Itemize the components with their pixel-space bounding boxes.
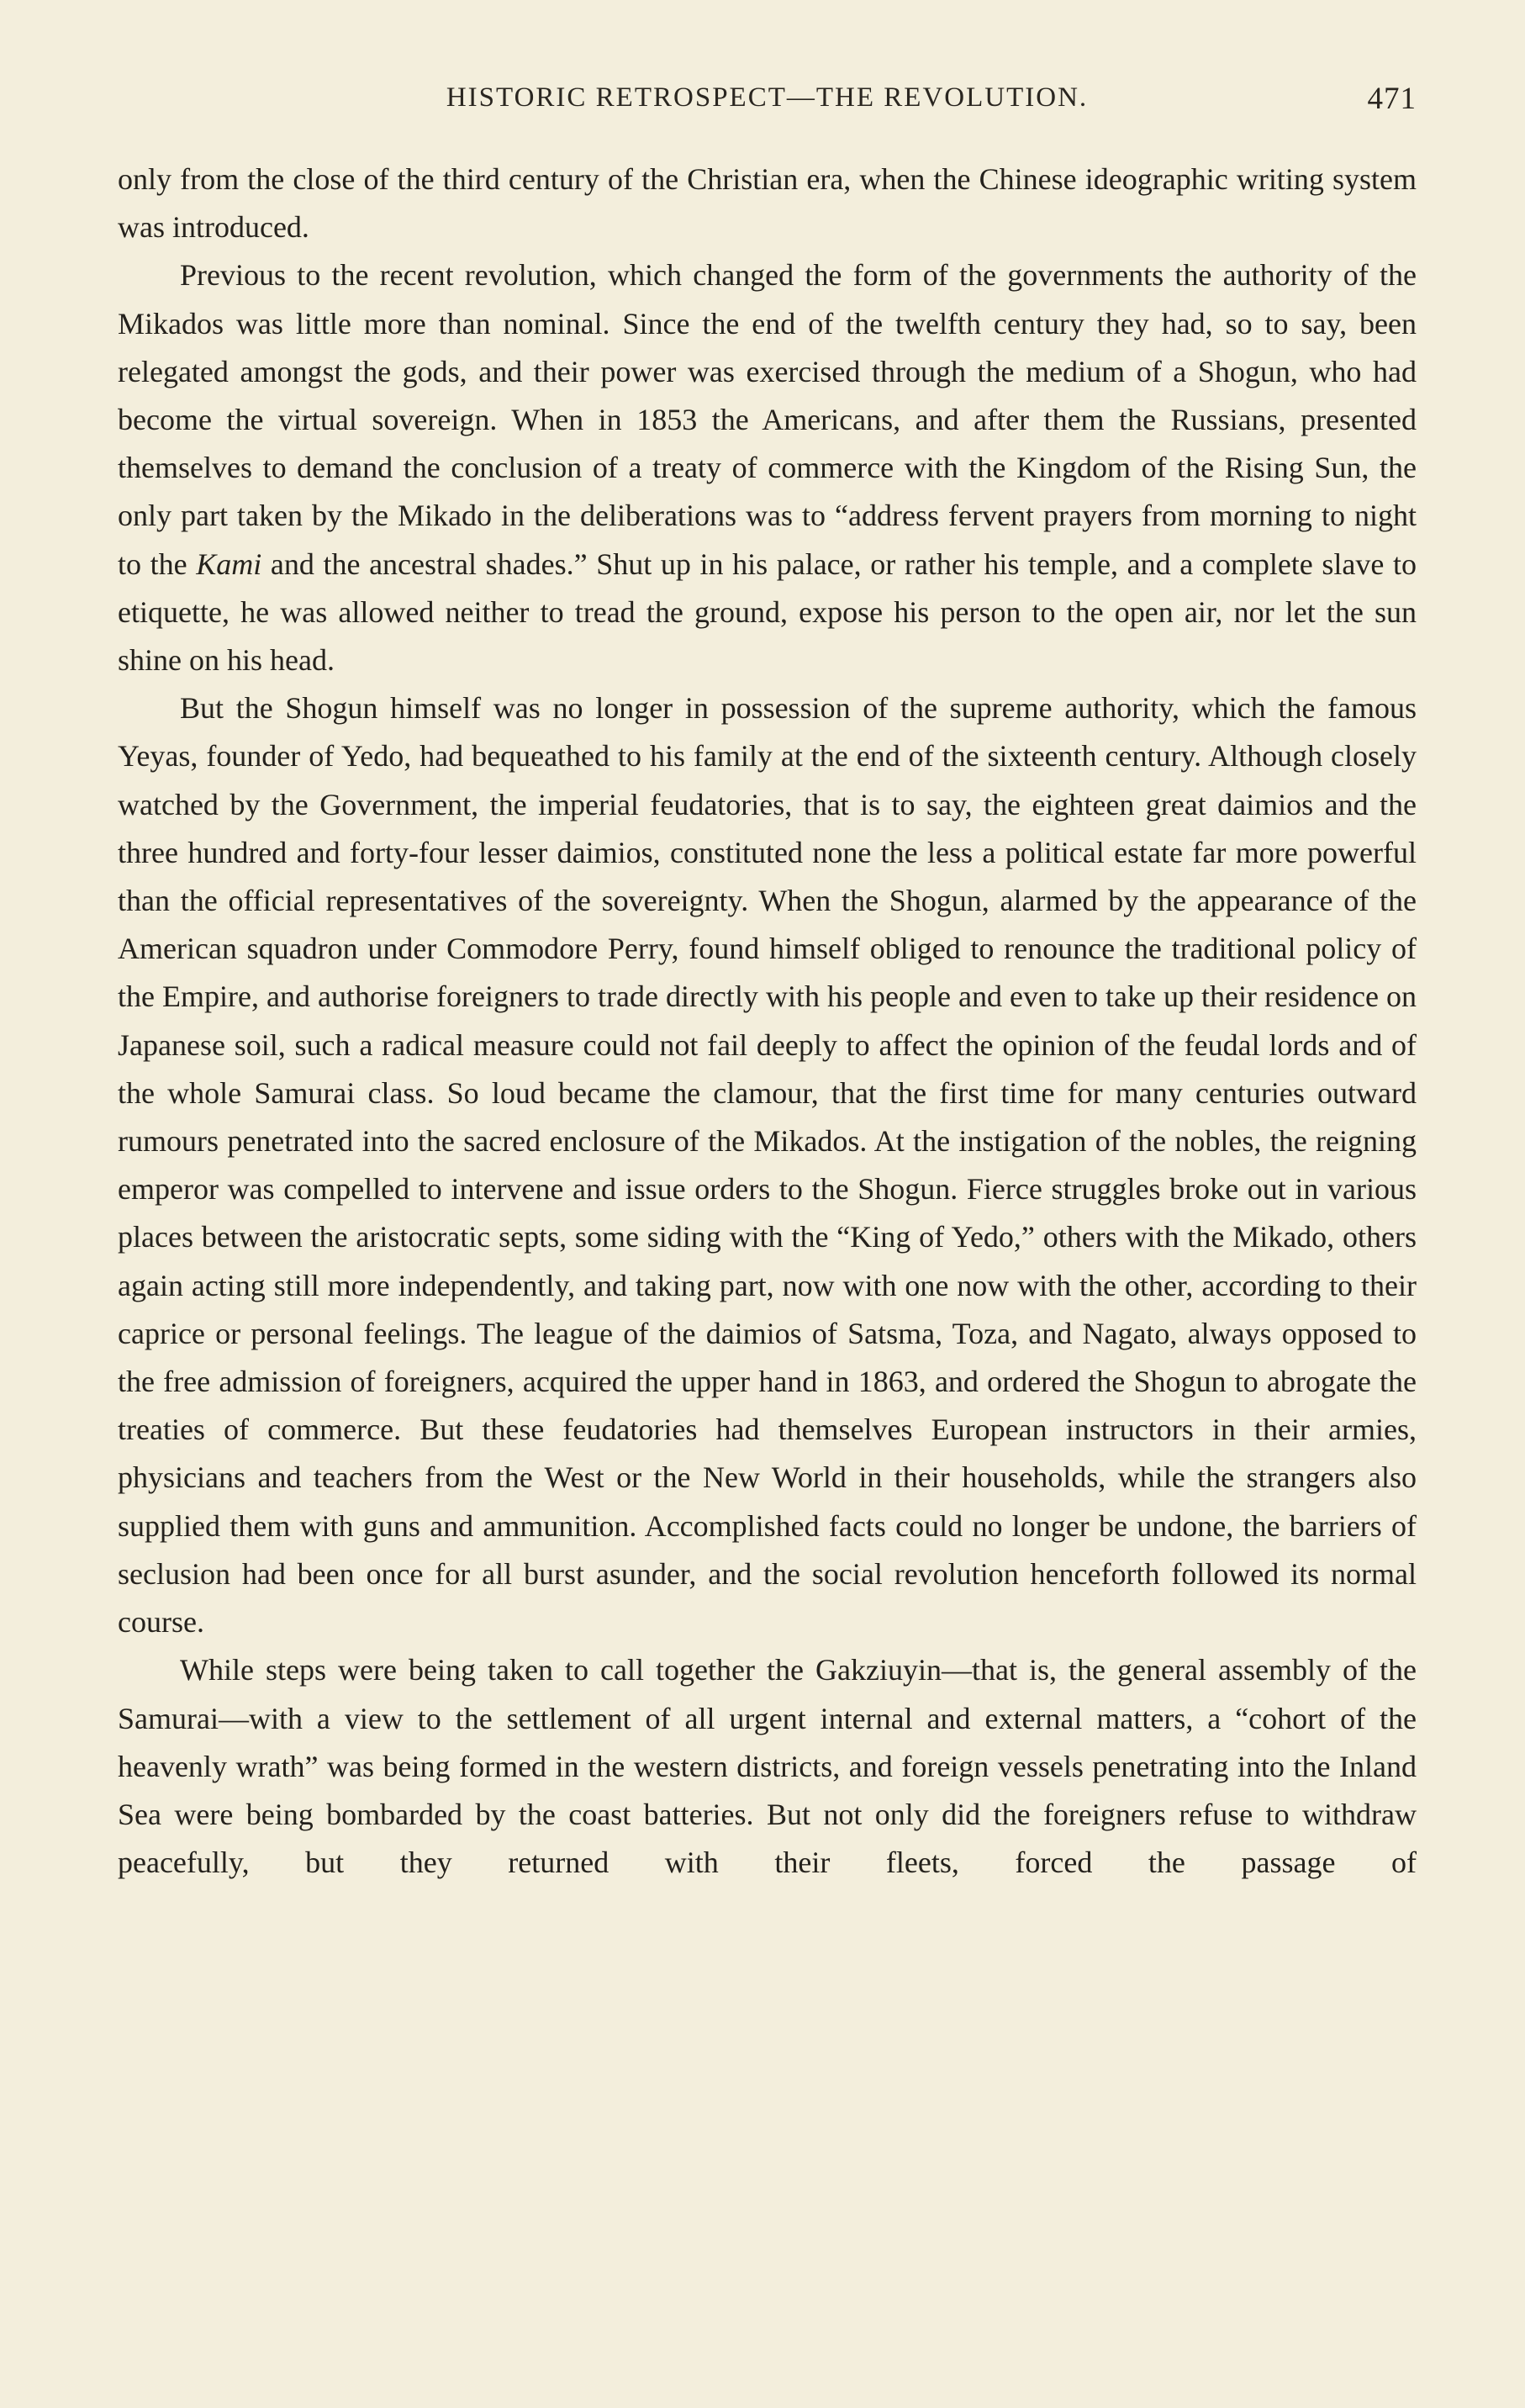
running-title: HISTORIC RETROSPECT—THE REVOLUTION. bbox=[446, 82, 1089, 113]
page-number: 471 bbox=[1367, 82, 1417, 116]
paragraph-shogun-authority: But the Shogun himself was no longer in possession of the supreme authority, which the famous Yeyas, founder of Yedo, had bequeathed to his family at the end of the sixteenth century. Although closely watched by the Government, the imperial feudatories, that is to say, the eighteen great daimios and the three hundred and forty-four lesser daimios, constituted none the less a political estate far more powerful than the official representatives of the sovereignty. When the Shogun, alarmed by the appearance of the American squadron under Commodore Perry, found himself obliged to renounce the traditional policy of the Empire, and authorise foreigners to trade directly with his people and even to take up their residence on Japanese soil, such a radical measure could not fail deeply to affect the opinion of the feudal lords and of the whole Samurai class. So loud became the clamour, that the first time for many centuries outward rumours penetrated into the sacred enclosure of the Mikados. At the instigation of the nobles, the reigning emperor was compelled to intervene and issue orders to the Shogun. Fierce struggles broke out in various places between the aristocratic septs, some siding with the “King of Yedo,” others with the Mikado, others again acting still more independently, and taking part, now with one now with the other, according to their caprice or personal feelings. The league of the daimios of Satsma, Toza, and Nagato, always opposed to the free admission of foreigners, acquired the upper hand in 1863, and ordered the Shogun to abrogate the treaties of commerce. But these feudatories had themselves European instructors in their armies, physicians and teachers from the West or the New World in their households, while the strangers also supplied them with guns and ammunition. Accomplished facts could no longer be undone, the barriers of seclusion had been once for all burst asunder, and the social revolution henceforth followed its normal course. bbox=[118, 691, 1417, 1640]
paragraph-continued: only from the close of the third century of the Christian era, when the Chinese ideographic writing system was introduced. bbox=[118, 162, 1417, 245]
italic-term-kami: Kami bbox=[196, 547, 262, 581]
page-header bbox=[118, 77, 1417, 128]
paragraph-mikados-authority bbox=[118, 251, 1417, 684]
paragraph-text-after-italic: and the ancestral shades.” Shut up in his palace, or rather his temple, and a complete slave to etiquette, he was allowed neither to tread the ground, expose his person to the open air, nor let the sun shine on his head. bbox=[118, 547, 1417, 678]
paragraph-text-before-italic: Previous to the recent revolution, which changed the form of the governments the authority of the Mikados was little more than nominal. Since the end of the twelfth century they had, so to say, been relegated amongst the gods, and their power was exercised through the medium of a Shogun, who had become the virtual sovereign. When in 1853 the Americans, and after them the Russians, presented themselves to demand the conclusion of a treaty of commerce with the Kingdom of the Rising Sun, the only part taken by the Mikado in the deliberations was to “address fervent prayers from morning to night to the bbox=[118, 258, 1417, 581]
body-text bbox=[118, 156, 1417, 1887]
paragraph-gakziuyin: While steps were being taken to call together the Gakziuyin—that is, the general assembly of the Samurai—with a view to the settlement of all urgent internal and external matters, a “cohort of the heavenly wrath” was being formed in the western districts, and foreign vessels penetrating into the Inland Sea were being bombarded by the coast batteries. But not only did the foreigners refuse to withdraw peacefully, but they returned with their fleets, forced the passage of bbox=[118, 1653, 1417, 1880]
